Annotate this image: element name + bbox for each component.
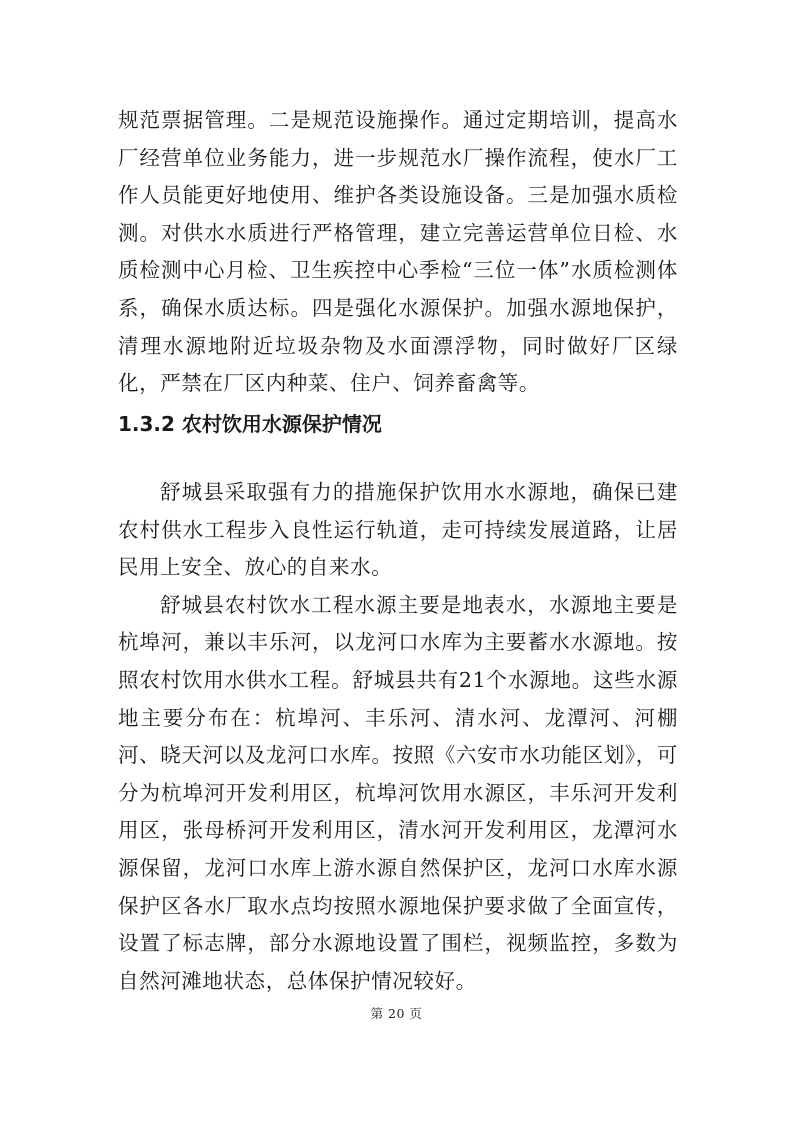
body-text-top bbox=[118, 102, 678, 403]
paragraph-protection-measures: 舒城县采取强有力的措施保护饮用水水源地，确保已建农村供水工程步入良性运行轨道，走可持续发展道路，让居民用上安全、放心的自来水。 bbox=[118, 480, 678, 580]
paragraph-water-sources: 舒城县农村饮水工程水源主要是地表水，水源地主要是杭埠河，兼以丰乐河，以龙河口水库为主要蓄水水源地。按照农村饮用水供水工程。舒城县共有21个水源地。这些水源地主要分布在：杭埠河、丰乐河、清水河、龙潭河、河棚河、晓天河以及龙河口水库。按照《六安市水功能区划》，可分为杭埠河开发利用区，杭埠河饮用水源区，丰乐河开发利用区，张母桥河开发利用区，清水河开发利用区，龙潭河水源保留，龙河口水库上游水源自然保护区，龙河口水库水源保护区各水厂取水点均按照水源地保护要求做了全面宣传，设置了标志牌，部分水源地设置了围栏，视频监控，多数为自然河滩地状态，总体保护情况较好。 bbox=[118, 592, 678, 993]
body-text-section bbox=[118, 474, 678, 1000]
section-heading: 1.3.2 农村饮用水源保护情况 bbox=[118, 412, 382, 436]
page-number: 第 20 页 bbox=[370, 1006, 423, 1021]
paragraph-continued: 规范票据管理。二是规范设施操作。通过定期培训，提高水厂经营单位业务能力，进一步规范水厂操作流程，使水厂工作人员能更好地使用、维护各类设施设备。三是加强水质检测。对供水水质进行严格管理，建立完善运营单位日检、水质检测中心月检、卫生疾控中心季检“三位一体”水质检测体系，确保水质达标。四是强化水源保护。加强水源地保护，清理水源地附近垃圾杂物及水面漂浮物，同时做好厂区绿化，严禁在厂区内种菜、住户、饲养畜禽等。 bbox=[118, 108, 678, 396]
